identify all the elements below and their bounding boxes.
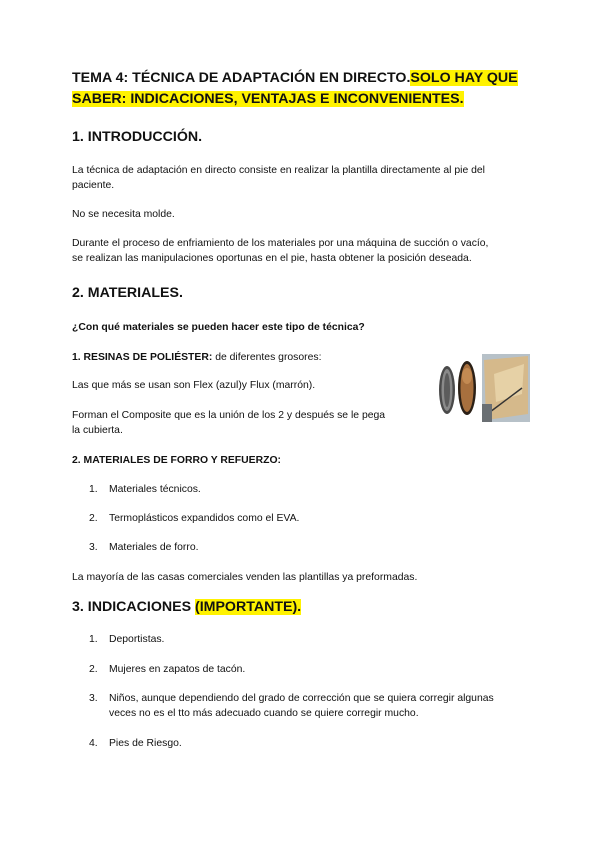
indications-heading-plain: 3. INDICACIONES [72, 599, 195, 615]
intro-heading: 1. INTRODUCCIÓN. [72, 129, 203, 145]
indication-4-number: 4. [89, 738, 98, 749]
indication-item-3 [72, 691, 532, 721]
materials-question: ¿Con qué materiales se pueden hacer este tipo de técnica? [72, 322, 365, 333]
materials-heading: 2. MATERIALES. [72, 285, 183, 301]
title-highlight-2: SABER: INDICACIONES, VENTAJAS E INCONVENIENTES. [72, 91, 464, 107]
forro-label: 2. MATERIALES DE FORRO Y REFUERZO: [72, 455, 281, 466]
indications-heading-highlight: (IMPORTANTE). [194, 599, 302, 615]
title-highlight-1: SOLO HAY QUE [410, 70, 518, 86]
resinas-paragraph-1: Las que más se usan son Flex (azul)y Flux (marrón). [72, 380, 316, 391]
forro-item-2-text: Termoplásticos expandidos como el EVA. [109, 513, 300, 524]
indications-heading [72, 598, 532, 616]
forro-item-3-text: Materiales de forro. [109, 542, 199, 553]
forro-item-3-number: 3. [89, 542, 98, 553]
indication-1-number: 1. [89, 634, 98, 645]
title-plain: TEMA 4: TÉCNICA DE ADAPTACIÓN EN DIRECTO. [72, 70, 411, 86]
forro-item-2-number: 2. [89, 513, 98, 524]
indication-2-number: 2. [89, 664, 98, 675]
forro-list-item-1 [72, 482, 532, 497]
indication-3-number: 3. [89, 693, 98, 704]
forro-list-item-3 [72, 540, 532, 555]
indication-1-text: Deportistas. [109, 634, 165, 645]
indication-4-text: Pies de Riesgo. [109, 738, 182, 749]
indication-item-2 [72, 662, 532, 677]
forro-list-item-2 [72, 511, 532, 526]
intro-paragraph-2: No se necesita molde. [72, 209, 175, 220]
intro-p1-line1: La técnica de adaptación en directo consiste en realizar la plantilla directamente al pie del [72, 165, 485, 176]
resinas-text: de diferentes grosores: [212, 352, 322, 363]
intro-paragraph-3 [72, 236, 532, 266]
indication-2-text: Mujeres en zapatos de tacón. [109, 664, 246, 675]
resinas-p2-line2: la cubierta. [72, 425, 123, 436]
forro-item-1-number: 1. [89, 484, 98, 495]
materials-closing: La mayoría de las casas comerciales venden las plantillas ya preformadas. [72, 572, 418, 583]
indication-3-line1: Niños, aunque dependiendo del grado de corrección que se quiera corregir algunas [109, 693, 494, 704]
resinas-label: 1. RESINAS DE POLIÉSTER: [72, 352, 213, 363]
insoles-photo [434, 354, 530, 422]
intro-p1-line2: paciente. [72, 180, 115, 191]
resinas-p2-line1: Forman el Composite que es la unión de los 2 y después se le pega [72, 410, 386, 421]
intro-paragraph-1 [72, 163, 532, 193]
forro-item-1-text: Materiales técnicos. [109, 484, 201, 495]
indication-3-line2: veces no es el tto más adecuado cuando se quiere corregir mucho. [109, 708, 419, 719]
document-title [72, 68, 532, 110]
indication-item-4 [72, 736, 532, 751]
intro-p3-line1: Durante el proceso de enfriamiento de los materiales por una máquina de succión o vacío, [72, 238, 489, 249]
indication-item-1 [72, 632, 532, 647]
intro-p3-line2: se realizan las manipulaciones oportunas en el pie, hasta obtener la posición deseada. [72, 253, 472, 264]
